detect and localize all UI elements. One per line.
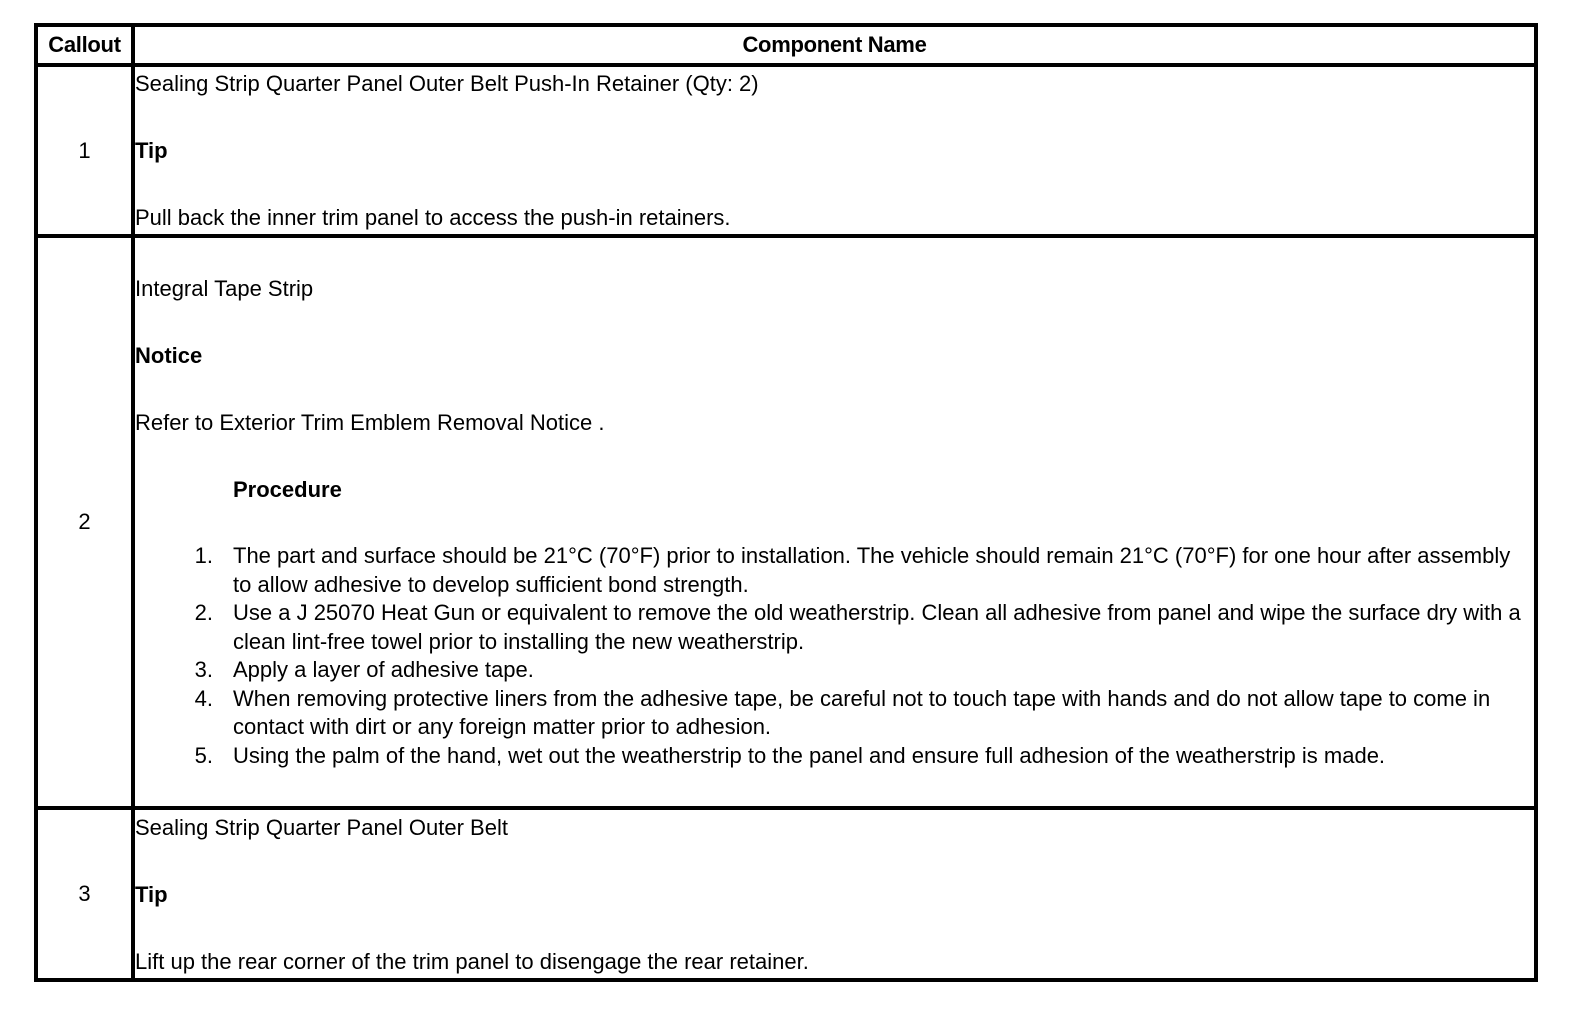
tip-text: Lift up the rear corner of the trim panel to disengage the rear retainer. bbox=[135, 948, 809, 974]
component-name: Sealing Strip Quarter Panel Outer Belt Push-In Retainer (Qty: 2) bbox=[135, 71, 759, 96]
procedure-title: Procedure bbox=[233, 477, 342, 502]
table-row bbox=[36, 808, 1536, 980]
component-name: Integral Tape Strip bbox=[135, 276, 314, 301]
components-table-wrapper bbox=[34, 23, 1534, 982]
step-number: 3. bbox=[194, 657, 213, 682]
callout-number: 1 bbox=[36, 65, 133, 236]
step-text: Apply a layer of adhesive tape. bbox=[233, 657, 534, 682]
component-name-column-header: Component Name bbox=[133, 25, 1536, 65]
component-cell bbox=[133, 808, 1536, 980]
table-row bbox=[36, 236, 1536, 808]
procedure-step bbox=[194, 542, 1534, 599]
notice-text: Refer to Exterior Trim Emblem Removal Notice . bbox=[135, 410, 605, 435]
step-number: 5. bbox=[194, 742, 213, 768]
step-number: 4. bbox=[194, 685, 213, 711]
callout-number: 2 bbox=[36, 236, 133, 808]
procedure-step bbox=[194, 685, 1534, 742]
component-cell bbox=[133, 236, 1536, 808]
step-number: 1. bbox=[194, 543, 213, 568]
table-header-row bbox=[36, 25, 1536, 65]
callout-number: 3 bbox=[36, 808, 133, 980]
procedure-step bbox=[194, 656, 1534, 685]
procedure-steps bbox=[135, 542, 1534, 770]
procedure-step bbox=[194, 599, 1534, 656]
component-name: Sealing Strip Quarter Panel Outer Belt bbox=[135, 814, 508, 840]
callout-column-header: Callout bbox=[36, 25, 133, 65]
table-row bbox=[36, 65, 1536, 236]
step-text: The part and surface should be 21°C (70°F) prior to installation. The vehicle should remain 21°C (70°F) for one hour after assembly to allow adhesive to develop sufficient bond strength. bbox=[233, 543, 1511, 597]
notice-label: Notice bbox=[135, 343, 203, 368]
tip-text: Pull back the inner trim panel to access the push-in retainers. bbox=[135, 205, 731, 230]
tip-label: Tip bbox=[135, 138, 168, 163]
step-text: Using the palm of the hand, wet out the weatherstrip to the panel and ensure full adhesion of the weatherstrip is made. bbox=[233, 742, 1386, 768]
step-text: When removing protective liners from the adhesive tape, be careful not to touch tape with hands and do not allow tape to come in contact with dirt or any foreign matter prior to adhesion. bbox=[233, 685, 1491, 739]
procedure-step bbox=[194, 742, 1534, 771]
tip-label: Tip bbox=[135, 881, 168, 907]
step-text: Use a J 25070 Heat Gun or equivalent to remove the old weatherstrip. Clean all adhesive from panel and wipe the surface dry with a clean lint-free towel prior to installing the new weatherstrip. bbox=[233, 600, 1521, 654]
components-table bbox=[34, 23, 1538, 982]
component-cell bbox=[133, 65, 1536, 236]
step-number: 2. bbox=[194, 600, 213, 625]
